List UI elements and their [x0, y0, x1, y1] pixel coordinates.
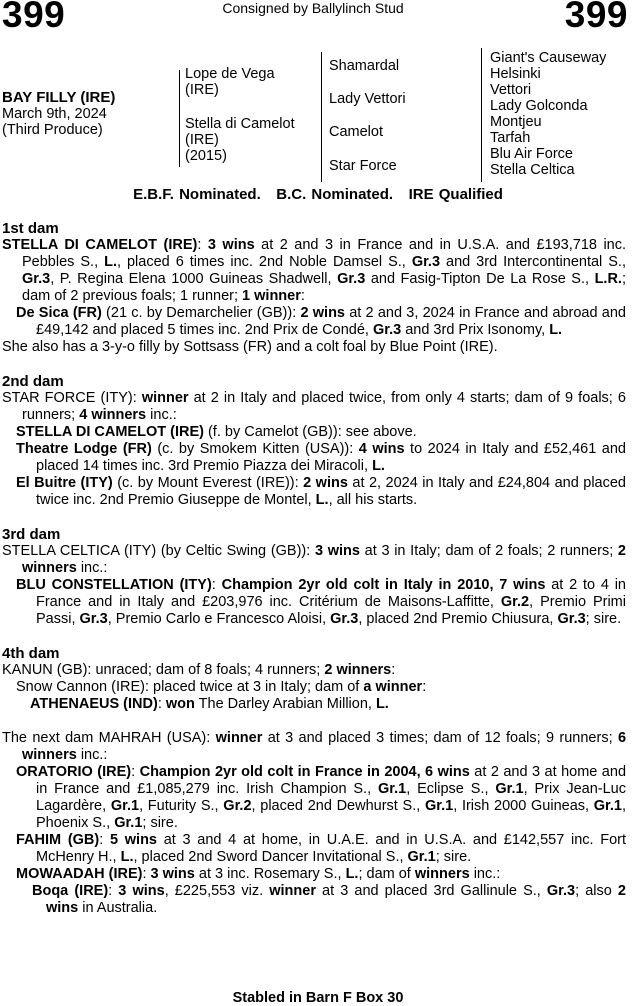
dam5-progeny-oratorio: ORATORIO (IRE): Champion 2yr old colt in France in 2004, 6 wins at 2 and 3 at home and in France and £1,085,279 inc. Irish Champion S., Gr.1, Eclipse S., Gr.1, Prix Jean-Luc Lagardère, Gr.1, Futurity S., Gr.2, placed 2nd Dewhurst S., Gr.1, Irish 2000 Guineas, Gr.1, Phoenix S., Gr.1; sire.: [16, 764, 627, 831]
dam1-heading: 1st dam: [2, 220, 59, 237]
dam4-heading: 4th dam: [2, 645, 60, 662]
dam4-progeny-snow-cannon: Snow Cannon (IRE): placed twice at 3 in Italy; dam of a winner:: [16, 679, 427, 695]
dam1-note: She also has a 3-y-o filly by Sottsass (FR) and a colt foal by Blue Point (IRE).: [2, 339, 498, 355]
dam2-progeny-stella: STELLA DI CAMELOT (IRE) (f. by Camelot (GB)): see above.: [16, 424, 417, 440]
dam5-progeny-fahim: FAHIM (GB): 5 wins at 3 and 4 at home, in U.A.E. and in U.S.A. and £142,557 inc. Fort McHenry H., L., placed 2nd Sword Dancer Invitational S., Gr.1; sire.: [16, 832, 627, 865]
dam3-heading: 3rd dam: [2, 526, 61, 543]
dam2-progeny-el-buitre: El Buitre (ITY) (c. by Mount Everest (IRE)): 2 wins at 2, 2024 in Italy and £24,804 and placed twice inc. 2nd Premio Giuseppe de Montel, L., all his starts.: [16, 475, 626, 508]
dam2-paragraph: STAR FORCE (ITY): winner at 2 in Italy and placed twice, from only 4 starts; dam of 9 foals; 6 runners; 4 winners inc.:: [2, 390, 626, 423]
pedigree-bracket-1: [179, 70, 180, 167]
catalogue-page-body: [2, 220, 626, 917]
dam2-progeny-theatre-lodge: Theatre Lodge (FR) (c. by Smokem Kitten (USA)): 4 wins to 2024 in Italy and £52,461 and placed 14 times inc. 3rd Premio Piazza dei Miracoli, L.: [16, 441, 626, 474]
pedigree-gen3-0: Shamardal: [329, 58, 400, 74]
dam5-progeny-boqa: Boqa (IRE): 3 wins, £225,553 viz. winner at 3 and placed 3rd Gallinule S., Gr.3; also 2 wins in Australia.: [32, 883, 626, 916]
pedigree-sire: Lope de Vega (IRE): [185, 66, 275, 98]
lot-number-left: 399: [2, 0, 66, 35]
dam3-progeny-blu-constellation: BLU CONSTELLATION (ITY): Champion 2yr old colt in Italy in 2010, 7 wins at 2 to 4 in France and in Italy and £203,976 inc. Critérium de Maisons-Laffitte, Gr.2, Premio Primi Passi, Gr.3, Premio Carlo e Francesco Aloisi, Gr.3, placed 2nd Premio Chiusura, Gr.3; sire.: [16, 577, 626, 627]
pedigree-gen4: Giant's Causeway Helsinki Vettori Lady Golconda Montjeu Tarfah Blu Air Force Stella Celtica: [490, 50, 607, 178]
pedigree-gen3-2: Camelot: [329, 124, 383, 140]
dam1-paragraph: STELLA DI CAMELOT (IRE): 3 wins at 2 and 3 in France and in U.S.A. and £193,718 inc. Pebbles S., L., placed 6 times inc. 2nd Noble Damsel S., Gr.3 and 3rd Intercontinental S., Gr.3, P. Regina Elena 1000 Guineas Shadwell, Gr.3 and Fasig-Tipton De La Rose S., L.R.; dam of 2 previous foals; 1 runner; 1 winner:: [2, 237, 627, 304]
lot-number-right: 399: [564, 0, 628, 35]
dam2-heading: 2nd dam: [2, 373, 64, 390]
stabling-note: Stabled in Barn F Box 30: [232, 990, 404, 1006]
horse-produce: (Third Produce): [2, 122, 103, 138]
dam4-paragraph: KANUN (GB): unraced; dam of 8 foals; 4 runners; 2 winners:: [2, 662, 396, 678]
horse-identity: [2, 90, 115, 138]
dam3-paragraph: STELLA CELTICA (ITY) (by Celtic Swing (GB)): 3 wins at 3 in Italy; dam of 2 foals; 2 runners; 2 winners inc.:: [2, 543, 626, 576]
pedigree-gen3-3: Star Force: [329, 158, 397, 174]
consignor: Consigned by Ballylinch Stud: [222, 0, 404, 16]
nomination-badges: E.B.F. Nominated. B.C. Nominated. IRE Qualified: [133, 186, 503, 203]
dam4-progeny-athenaeus: ATHENAEUS (IND): won The Darley Arabian Million, L.: [30, 696, 389, 712]
horse-foaled: March 9th, 2024: [2, 106, 107, 122]
pedigree-dam: Stella di Camelot (IRE) (2015): [185, 116, 295, 164]
dam5-paragraph: The next dam MAHRAH (USA): winner at 3 and placed 3 times; dam of 12 foals; 9 runners; 6 winners inc.:: [2, 730, 627, 763]
pedigree-gen3-1: Lady Vettori: [329, 91, 406, 107]
pedigree-bracket-3: [481, 48, 482, 182]
dam1-progeny-de-sica: De Sica (FR) (21 c. by Demarchelier (GB)): 2 wins at 2 and 3, 2024 in France and abroad and £49,142 and placed 5 times inc. 2nd Prix de Condé, Gr.3 and 3rd Prix Isonomy, L.: [16, 305, 626, 338]
horse-name: BAY FILLY (IRE): [2, 89, 116, 106]
dam5-progeny-mowaadah: MOWAADAH (IRE): 3 wins at 3 inc. Rosemary S., L.; dam of winners inc.:: [16, 866, 501, 882]
pedigree-bracket-2: [321, 52, 322, 182]
